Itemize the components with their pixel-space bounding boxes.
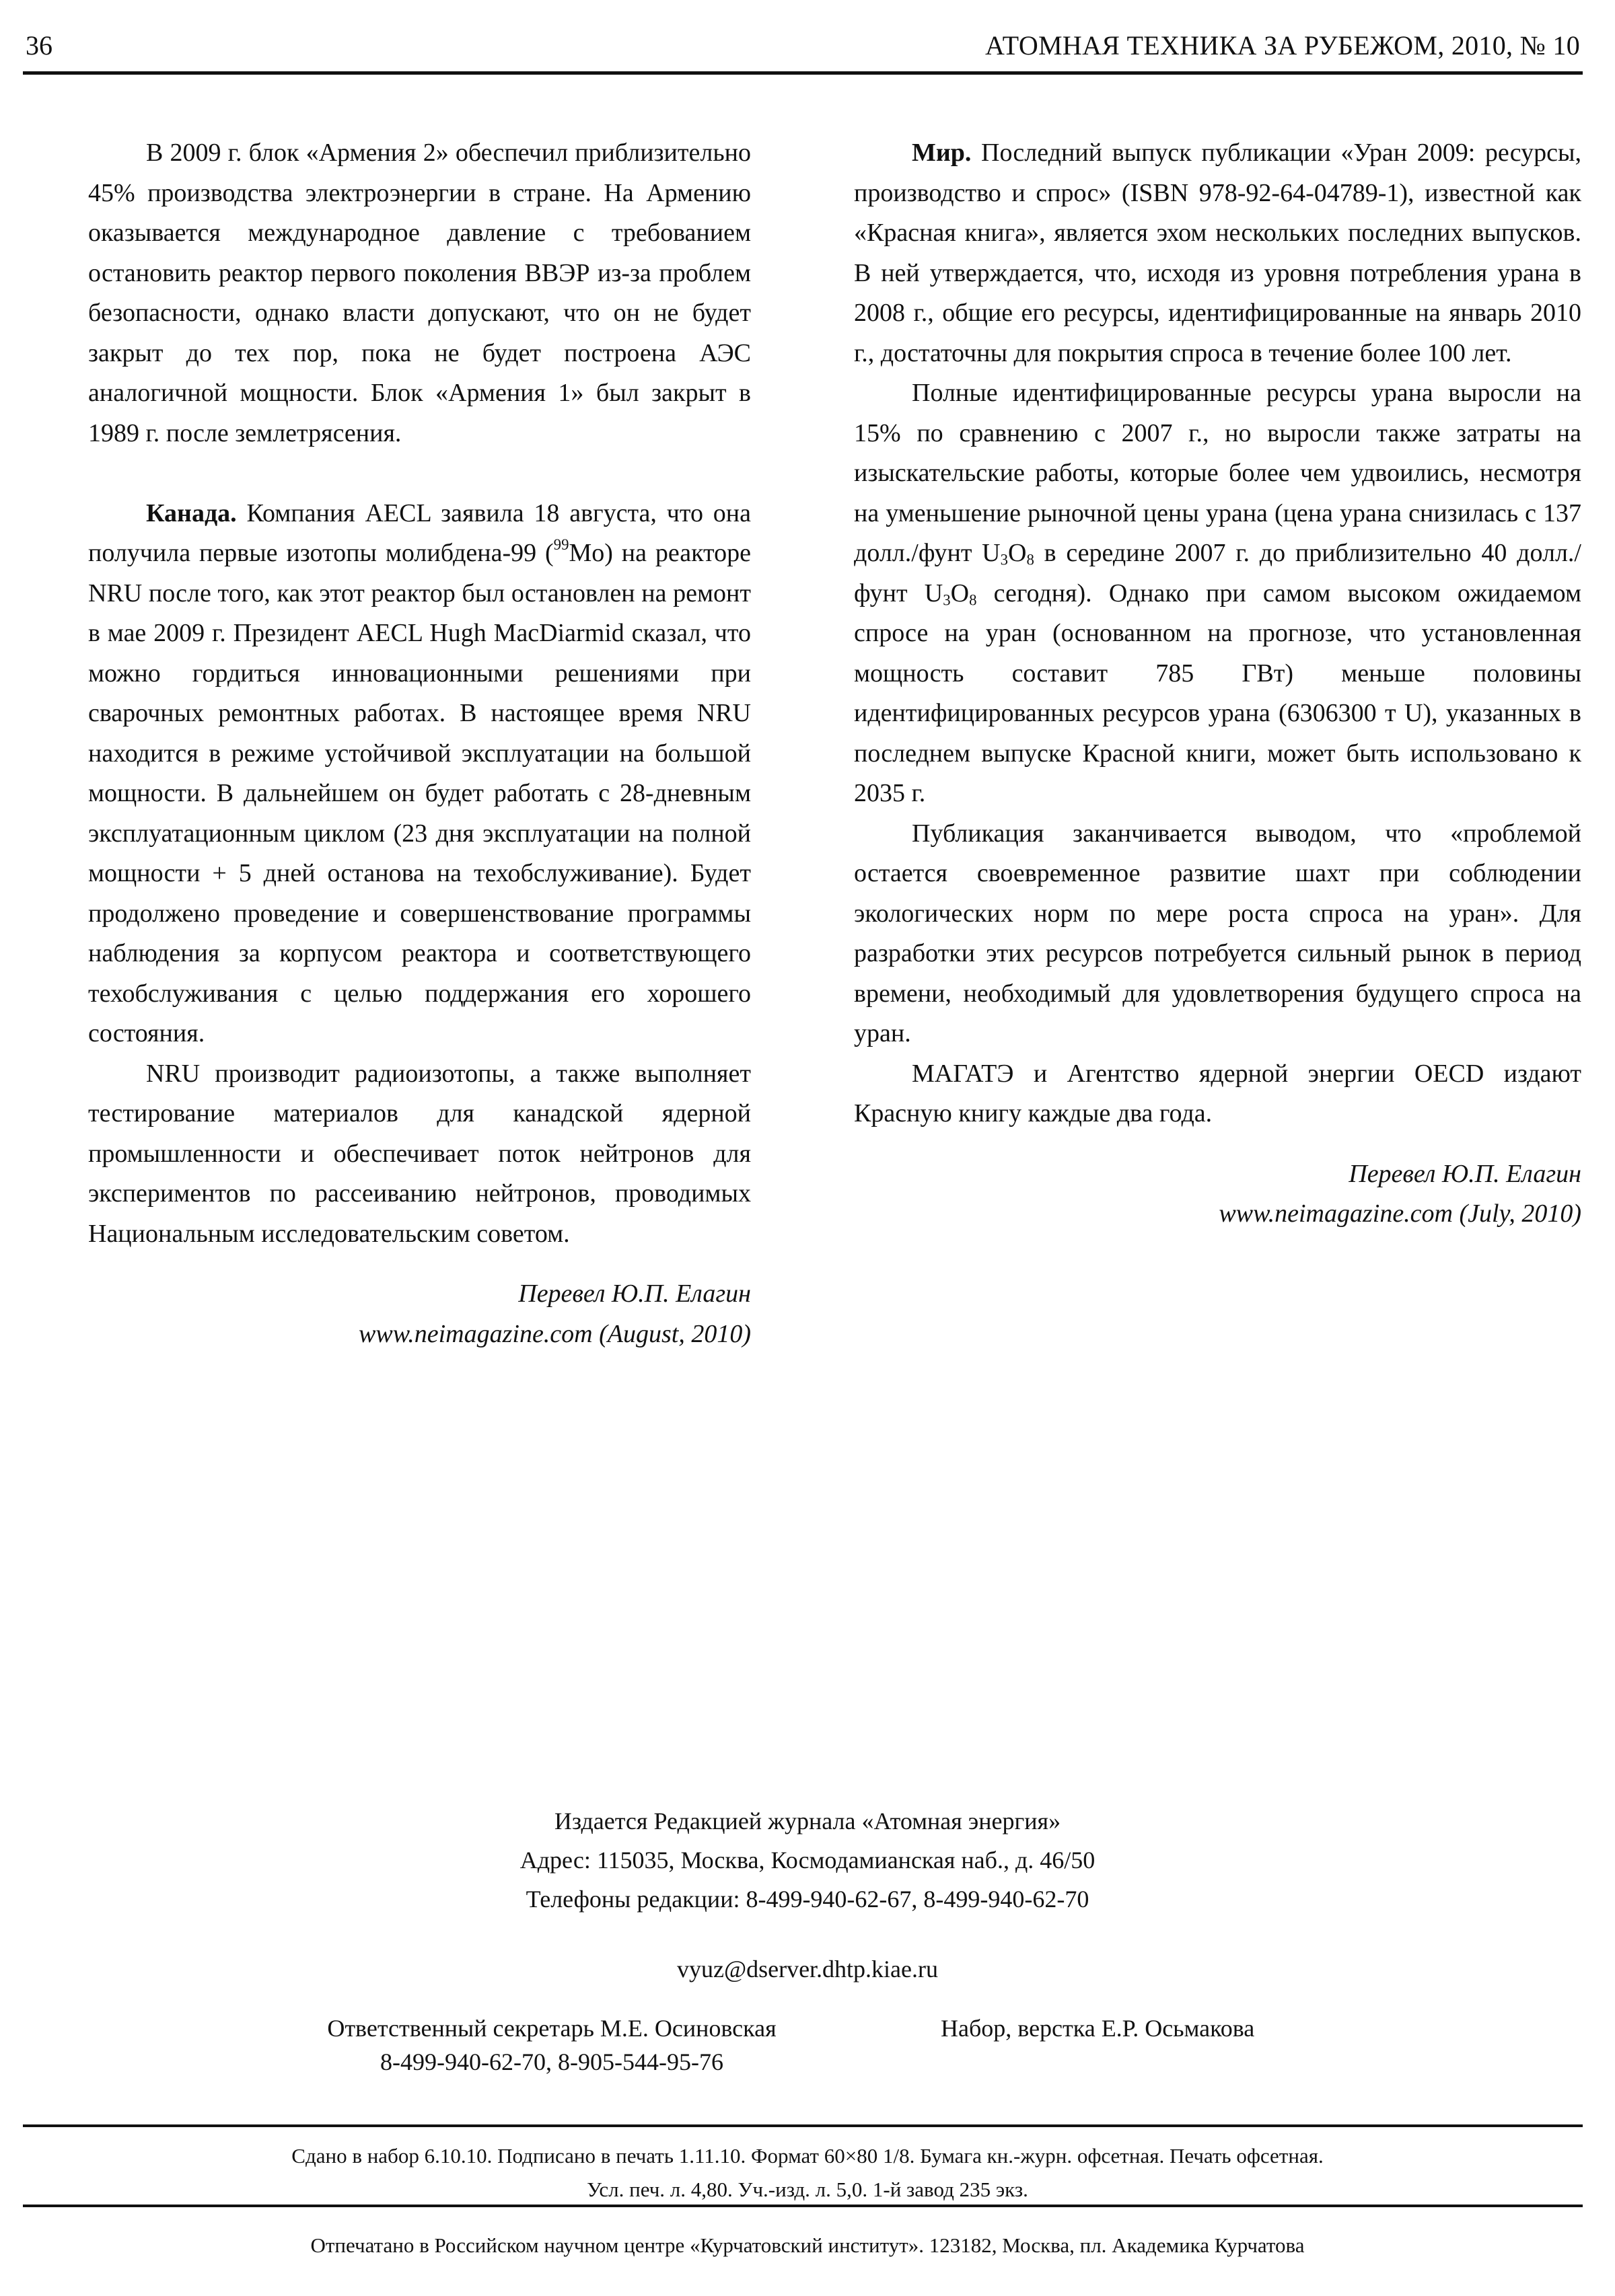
iaea-paragraph: МАГАТЭ и Агентство ядерной энергии OECD издают Красную книгу каждые два года. — [854, 1059, 1581, 1127]
left-signature — [88, 1274, 751, 1354]
source-credit: www.neimagazine.com (July, 2010) — [1219, 1199, 1581, 1228]
left-column — [88, 133, 751, 1354]
oxide-o: O — [950, 579, 970, 607]
canada-paragraph — [88, 494, 751, 1054]
subscript-8: 8 — [1026, 551, 1034, 568]
canada-text-1: Компания AECL заявила 18 августа, что она получила первые изотопы молибдена-99 ( — [88, 498, 751, 567]
print-info — [0, 2139, 1615, 2207]
header-rule — [23, 71, 1583, 75]
page-number: 36 — [26, 30, 52, 61]
world-heading: Мир. — [912, 139, 972, 167]
resources-text-2: в середине 2007 г. до приблизительно 40 долл./фунт U — [854, 539, 1581, 607]
publisher-line: Издается Редакцией журнала «Атомная энергия» — [554, 1808, 1061, 1835]
phones-line: Телефоны редакции: 8-499-940-62-67, 8-499-940-62-70 — [526, 1886, 1089, 1913]
translator-credit: Перевел Ю.П. Елагин — [518, 1280, 751, 1308]
source-credit: www.neimagazine.com (August, 2010) — [359, 1319, 751, 1348]
subscript-8: 8 — [969, 591, 977, 609]
nru-paragraph: NRU производит радиоизотопы, а также выполняет тестирование материалов для канадской ядерной промышленности и обеспечивает поток нейтронов для экспериментов по рассеиванию нейтронов, проводимых Национальным исследовательским советом. — [88, 1059, 751, 1248]
subscript-3: 3 — [943, 591, 951, 609]
printed-at-line: Отпечатано в Российском научном центре «Курчатовский институт». 123182, Москва, пл. Академика Курчатова — [310, 2233, 1305, 2257]
subscript-3: 3 — [1000, 551, 1009, 568]
resources-text-1: Полные идентифицированные ресурсы урана выросли на 15% по сравнению с 2007 г., но выросли также затраты на изыскательские работы, которые более чем удвоились, несмотря на уменьшение рыночной цены урана (цена урана снизилась с 137 долл./фунт U — [854, 379, 1581, 567]
isotope-superscript: 99 — [553, 535, 569, 553]
print-info-line-2: Усл. печ. л. 4,80. Уч.-изд. л. 5,0. 1-й завод 235 экз. — [587, 2178, 1028, 2201]
right-column — [854, 133, 1581, 1234]
world-text: Последний выпуск публикации «Уран 2009: ресурсы, производство и спрос» (ISBN 978-92-64-04789-1), известной как «Красная книга», является эхом нескольких последних выпусков. В ней утверждается, что, исходя из уровня потребления урана в 2008 г., общие его ресурсы, идентифицированные на январь 2010 г., достаточны для покрытия спроса в течение более 100 лет. — [854, 139, 1581, 367]
address-line: Адрес: 115035, Москва, Космодамианская наб., д. 46/50 — [519, 1847, 1096, 1874]
secretary-block — [256, 2011, 848, 2079]
journal-running-title: АТОМНАЯ ТЕХНИКА ЗА РУБЕЖОМ, 2010, № 10 — [984, 30, 1580, 61]
translator-credit: Перевел Ю.П. Елагин — [1349, 1159, 1581, 1188]
layout-credit: Набор, верстка Е.Р. Осьмакова — [941, 2015, 1255, 2042]
conclusion-paragraph: Публикация заканчивается выводом, что «проблемой остается своевременное развитие шахт при соблюдении экологических норм по мере роста спроса на уран». Для разработки этих ресурсов потребуется сильный рынок в период времени, необходимый для удовлетворения будущего спроса на уран. — [854, 819, 1581, 1047]
canada-heading: Канада. — [146, 498, 237, 527]
footer-rule-bottom — [23, 2205, 1583, 2207]
imprint-block — [0, 1802, 1615, 1919]
canada-text-2: Mo) на реакторе NRU после того, как этот реактор был остановлен на ремонт в мае 2009 г. Президент AECL Hugh MacDiarmid сказал, что можно гордиться инновационными решениями при сварочных ремонтных работах. В настоящее время NRU находится в режиме устойчивой эксплуатации на большой мощности. В дальнейшем он будет работать с 28-дневным эксплуатационным циклом (23 дня эксплуатации на полной мощности + 5 дней останова на техобслуживание). Будет продолжено проведение и совершенствование программы наблюдения за корпусом реактора и соответствующего техобслуживания с целью поддержания его хорошего состояния. — [88, 539, 751, 1047]
right-signature — [854, 1154, 1581, 1234]
resources-paragraph — [854, 373, 1581, 814]
print-info-line-1: Сдано в набор 6.10.10. Подписано в печать 1.11.10. Формат 60×80 1/8. Бумага кн.-журн. офсетная. Печать офсетная. — [291, 2144, 1324, 2168]
footer-rule-top — [23, 2124, 1583, 2127]
armenia-paragraph: В 2009 г. блок «Армения 2» обеспечил приблизительно 45% производства электроэнергии в стране. На Армению оказывается международное давление с требованием остановить реактор первого поколения ВВЭР из-за проблем безопасности, однако власти допускают, что он не будет закрыт до тех пор, пока не будет построена АЭС аналогичной мощности. Блок «Армения 1» был закрыт в 1989 г. после землетрясения. — [88, 139, 751, 447]
email-address[interactable]: vyuz@dserver.dhtp.kiae.ru — [676, 1956, 939, 1983]
world-paragraph — [854, 133, 1581, 373]
secretary-phones: 8-499-940-62-70, 8-905-544-95-76 — [380, 2048, 723, 2075]
oxide-o: O — [1008, 539, 1027, 567]
email-line[interactable] — [0, 1950, 1615, 1989]
secretary-name: Ответственный секретарь М.Е. Осиновская — [327, 2015, 777, 2042]
resources-text-3: сегодня). Однако при самом высоком ожидаемом спросе на уран (основанном на прогнозе, что установленная мощность составит 785 ГВт) меньше половины идентифицированных ресурсов урана (6306300 т U), указанных в последнем выпуске Красной книги, может быть использовано к 2035 г. — [854, 579, 1581, 807]
